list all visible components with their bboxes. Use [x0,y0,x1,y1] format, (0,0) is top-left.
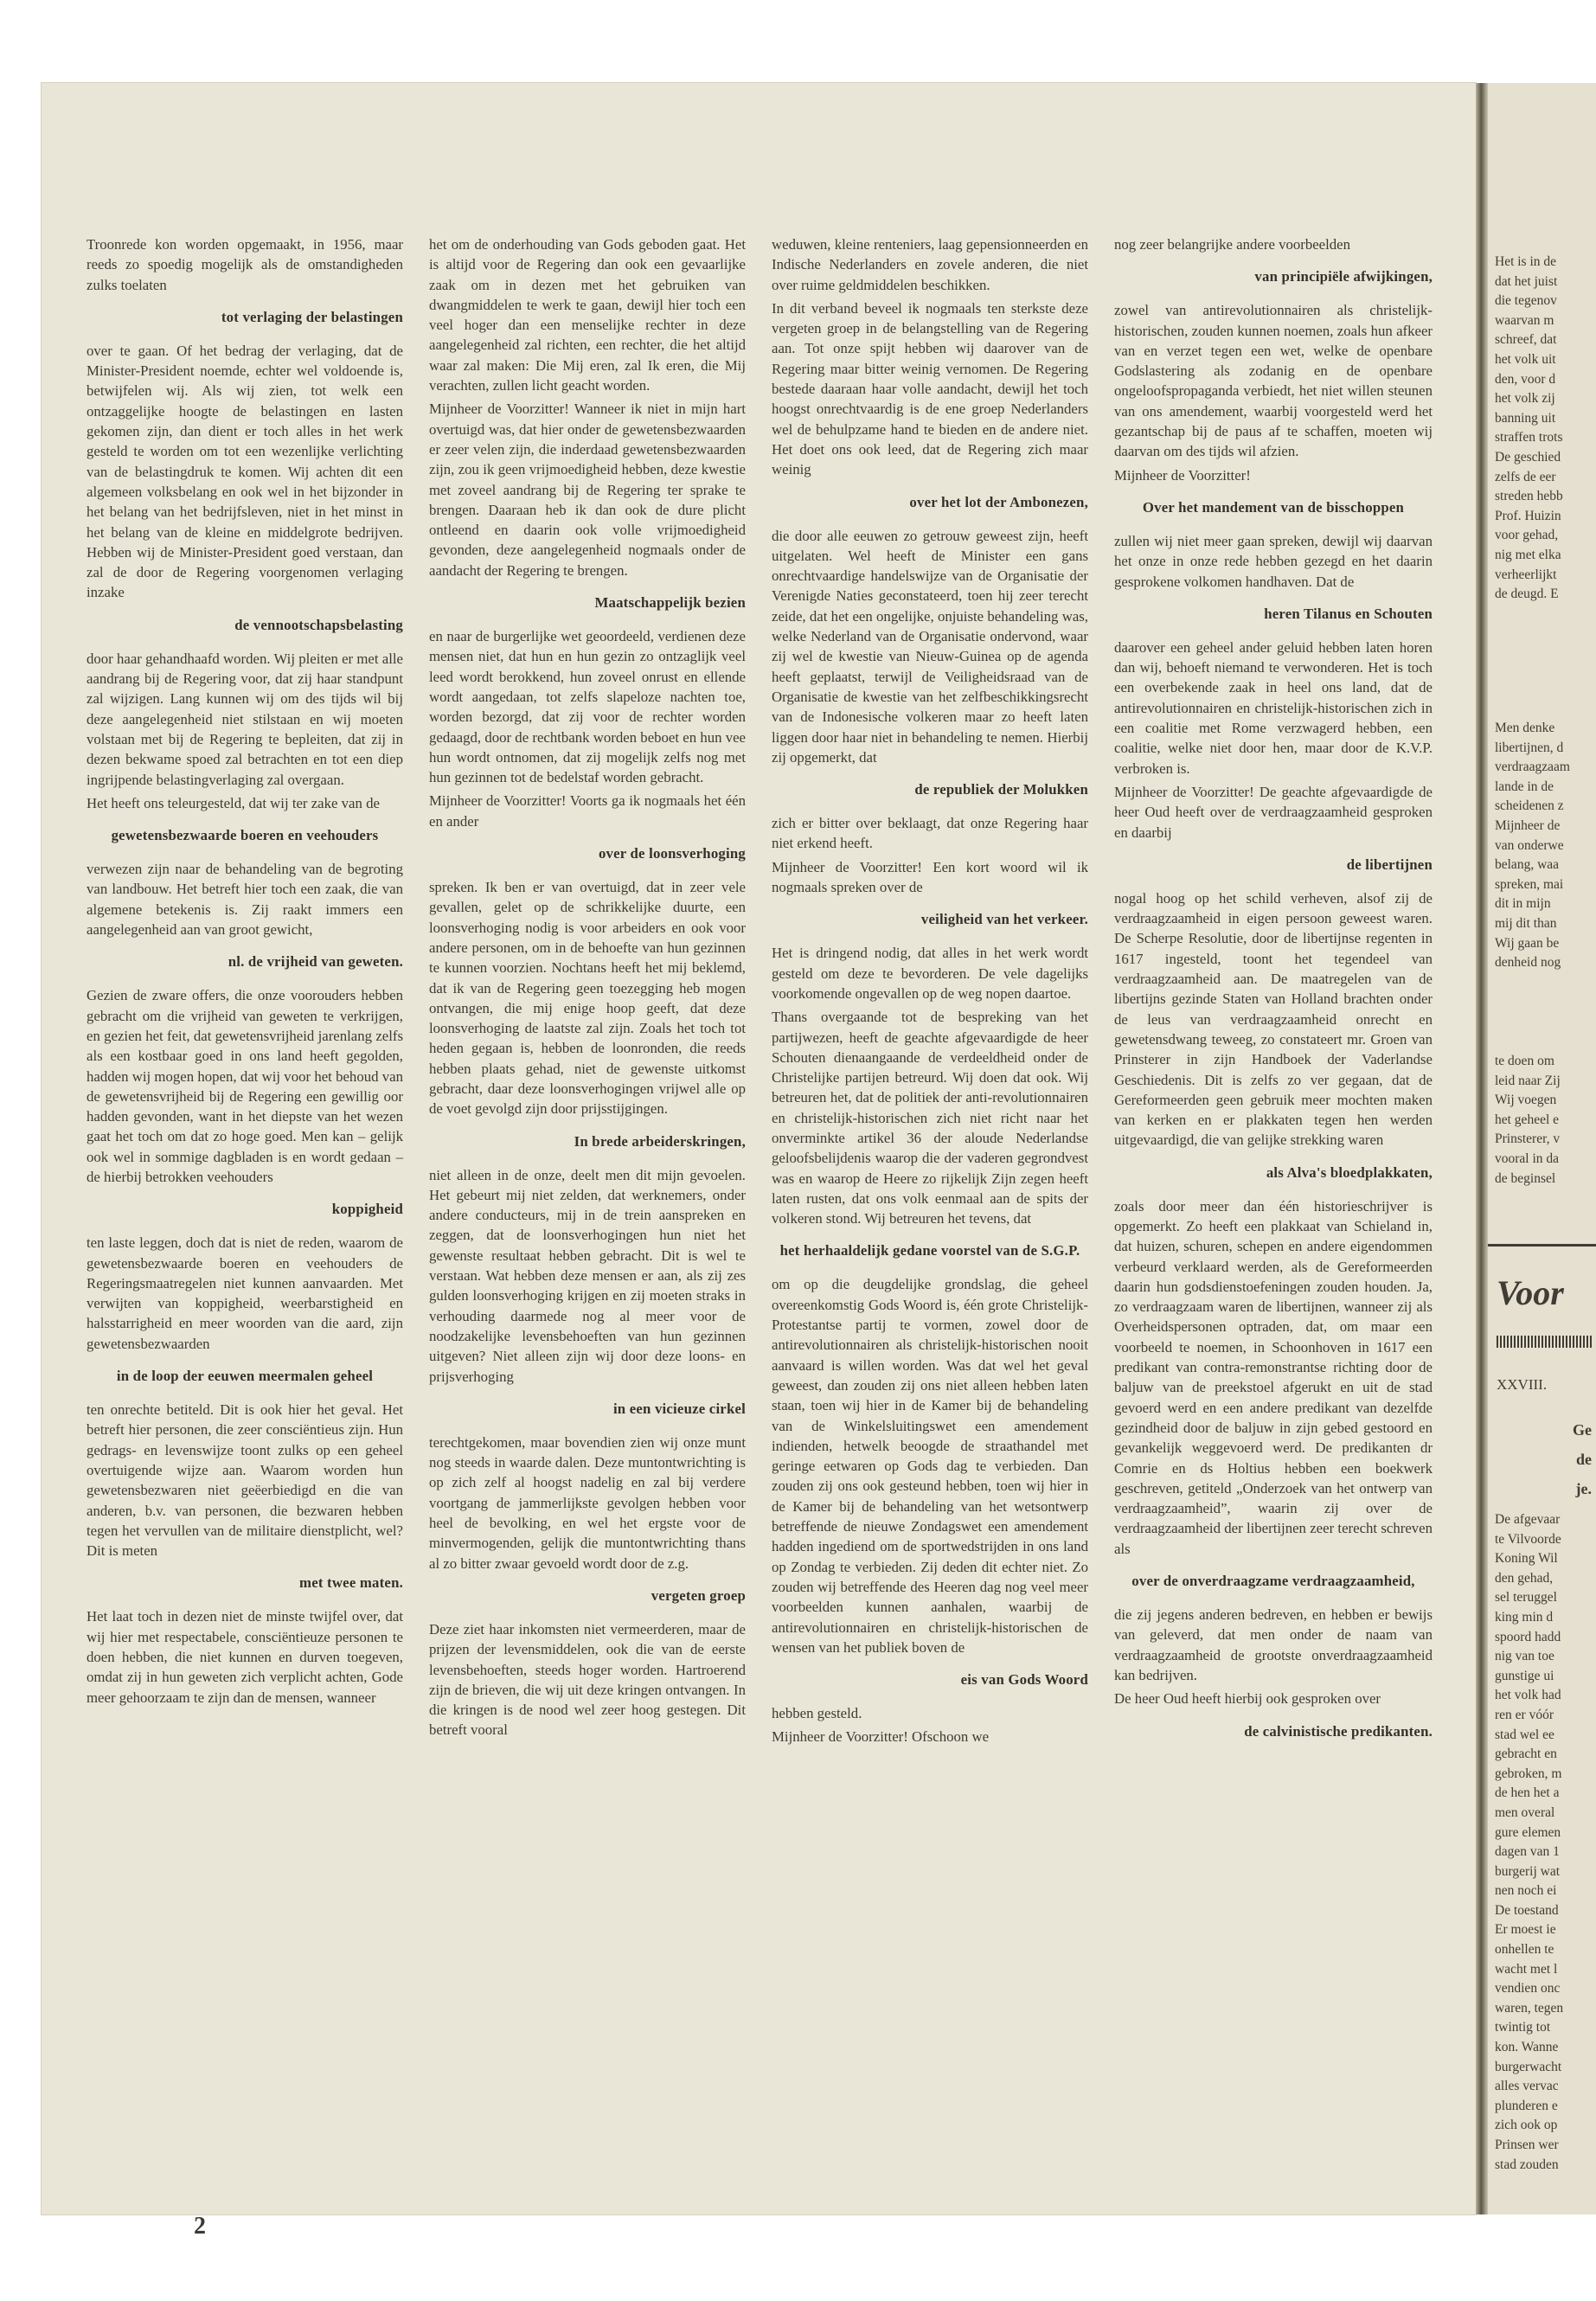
section-heading: over de loonsverhoging [598,845,746,862]
section-heading: in de loop der eeuwen meermalen geheel [116,1368,374,1385]
next-page-line: De geschied [1495,449,1561,465]
paragraph: Thans overgaande tot de bespreking van het partijwezen, heeft de geachte afgevaardigde de heer Schouten dienaangaande de verdeeldheid onder de Christelijke partijen betreurd. Wij doen dat ook. Wij betreuren het, dat de politiek der anti-revolutionnairen en christelijk-historischen zich niet richt naar het onverminkte artikel 36 der aloude Nederlandse geloofsbelijdenis waarop die der vaderen gegrondvest was en waarop de Heere zo rijkelijk Zijn zegen heeft laten rusten, dat ons volk eenmaal aan de spits der volkeren stond. Wij betreuren het tevens, dat [772,1009,1088,1227]
next-page-line: libertijnen, d [1495,740,1564,755]
paragraph: om op die deugdelijke grondslag, die geheel overeenkomstig Gods Woord is, één grote Christelijk-Protestantse partij te vormen, zowel door de antirevolutionnairen als christelijk-historischen nooit aanvaard is willen worden. Was dat wel het geval geweest, dan zouden zij ons niet alleen hebben laten staan, toen wij hier in de Kamer bij de behandeling van de Winkelsluitingswet een amendement indienden, hetwelk beoogde de straathandel met geringe eetwaren op Gods dag te verbieden. Dan zouden zij ons ook gesteund hebben, toen wij hier in de Kamer bij de behandeling van het wetsontwerp betreffende de nieuwe Zondagswet een amendement hadden ingediend om de sportwedstrijden in ons land op Zondag te verbieden. Zij deden dit echter niet. Zo zouden wij betreffende des Heeren dag nog veel meer voorbeelden kunnen aanhalen, waarbij de antirevolutionnairen en christelijk-historischen de wensen van het publiek boven de [772,1276,1088,1656]
next-page-line: spoord hadd [1495,1629,1561,1644]
next-page-line: voor gehad, [1495,528,1559,543]
paragraph: verwezen zijn naar de behandeling van de begroting van landbouw. Het betreft hier toch een zaak, die van algemene betekenis is. Zij raakt immers een aangelegenheid aan van groot gewicht, [87,861,403,939]
section-heading: veiligheid van het verkeer. [920,911,1088,928]
section-heading: tot verlaging der belastingen [221,308,403,325]
next-page-line: De toestand [1495,1902,1559,1918]
section-heading: Maatschappelijk bezien [594,594,746,612]
next-page-heading [1497,1415,1592,1503]
section-heading: over het lot der Ambonezen, [909,493,1088,510]
paragraph: De heer Oud heeft hierbij ook gesproken over [1114,1690,1381,1708]
next-page-line: de hen het a [1495,1785,1560,1801]
paragraph: Mijnheer de Voorzitter! Ofschoon we [772,1728,990,1746]
section-heading: de vennootschapsbelasting [234,616,403,633]
section-heading: de libertijnen [1346,856,1433,873]
paragraph: zowel van antirevolutionnairen als christelijk-historischen, zouden kunnen noemen, zoals hun afkeer van en verzet tegen een wet, welke de openbare Godslastering als zodanig en de openbare ongeloofspropaganda verbiedt, het niet willen steunen van ons amendement, waarbij voorgesteld werd het gezantschap bij de paus af te schaffen, moeten wij daarvan om des tijds wil afzien. [1114,302,1433,460]
next-page-line: Prinsen wer [1495,2138,1559,2152]
next-page-line: plunderen e [1495,2098,1558,2113]
next-page-line: Er moest ie [1495,1922,1556,1938]
next-page-line: te Vilvoorde [1495,1531,1561,1547]
text-column-2 [429,234,746,1744]
next-page-heading-line: je. [1575,1480,1592,1497]
next-page-line: verdraagzaam [1495,760,1570,775]
next-page-line: dagen van 1 [1495,1844,1560,1860]
next-page-line: scheidenen z [1495,798,1564,814]
next-page-line: streden hebb [1495,489,1563,504]
paragraph: nogal hoog op het schild verheven, alsof zij de verdraagzaamheid in eigen persoon geweest waren. De Scherpe Resolutie, door de libertijnse regenten in 1617 ingesteld, toont het tegendeel van verdraagzaamheid aan. De maatregelen van de libertijns gezinde Staten van Holland brachten onder de leus van verdraagzaamheid onrecht en gewetensdwang teweeg, zo constateert mr. Groen van Prinsterer in zijn Handboek der Vaderlandse Geschiedenis. Dit is zelfs zo ver gegaan, dat de Gereformeerden geen gebruik meer mochten maken van kerken en er plakkaten tegen hen werden uitgevaardigd, die van gelijke strekking waren [1114,889,1433,1149]
next-page-line: wacht met l [1495,1961,1558,1977]
section-heading: In brede arbeiderskringen, [574,1132,746,1150]
next-page-line: burgerij wat [1495,1863,1561,1879]
paragraph: door haar gehandhaafd worden. Wij pleiten er met alle aandrang bij de Regering voor, dat zij haar standpunt zal wijzigen. Lang kunnen wij om des tijds wil bij deze aangelegenheid niet stilstaan en wij moeten volstaan met bij de Regering te bepleiten, dat zij in dezen bekwame spoed zal betrachten en tot een diep ingrijpende belastingverlaging zal overgaan. [87,650,403,788]
newspaper-page [42,83,1476,2240]
next-page-line: nen noch ei [1495,1883,1557,1899]
next-page-block-2 [1495,719,1592,973]
next-page-line: alles vervac [1495,2079,1559,2094]
next-page-line: kon. Wanne [1495,2040,1559,2055]
next-page-issue: XXVIII. [1497,1376,1548,1393]
next-page-title-bar [1497,1336,1592,1348]
section-heading: heren Tilanus en Schouten [1264,605,1433,622]
next-page-line: Prof. Huizin [1495,508,1561,523]
next-page-line: gure elemen [1495,1824,1561,1840]
section-heading: nl. de vrijheid van geweten. [228,953,403,971]
next-page-line: twintig tot [1495,2020,1551,2035]
next-page-line: lande in de [1495,779,1554,794]
paragraph: daarover een geheel ander geluid hebben laten horen dan wij, behoeft niemand te verwonderen. Het is toch een overbekende zaak in heel ons land, dat de antirevolutionnairen en christelijk-historischen zich in een coalitie met Rome verzwagerd hebben, een coalitie, welke niet door hen, maar door de K.V.P. verbroken is. [1114,638,1433,777]
next-page-line: gunstige ui [1495,1668,1554,1683]
text-column-4 [1114,234,1433,1755]
next-page-line: nig met elka [1495,547,1561,562]
next-page-line: dat het juist [1495,273,1558,289]
next-page-line: burgerwacht [1495,2059,1562,2074]
paragraph: weduwen, kleine renteniers, laag gepensionneerden en Indische Nederlanders en zovele anderen, die niet over ruime geldmiddelen beschikken. [772,236,1088,293]
next-page-line: Prinsterer, v [1495,1131,1561,1147]
next-page-line: het volk zij [1495,391,1555,407]
next-page-line: Koning Wil [1495,1551,1558,1567]
paragraph: zich er bitter over beklaagt, dat onze Regering haar niet erkend heeft. [772,815,1088,852]
next-page-line: belang, waa [1495,857,1560,873]
paragraph: het om de onderhouding van Gods geboden gaat. Het is altijd voor de Regering dan ook een gevaarlijke zaak om in dezen met het gebruiken van dwangmiddelen te werk te gaan, dewijl hier toch een veel hoger dan een menselijke rechter in deze aangelegenheid zal richten, een rechter, die het altijd waar zal maken: Die Mij eren, zal Ik eren, die Mij verachten, zullen licht geacht worden. [429,236,746,394]
section-heading: in een vicieuze cirkel [612,1400,746,1417]
next-page-line: mij dit than [1495,915,1557,931]
section-heading: Over het mandement van de bisschoppen [1142,498,1405,516]
text-column-1 [87,234,403,1711]
paragraph: Het is dringend nodig, dat alles in het werk wordt gesteld om deze te bevorderen. De vele dagelijks voorkomende ongevallen op de weg nopen daartoe. [772,945,1088,1002]
section-heading: met twee maten. [299,1574,403,1592]
next-page-line: waren, tegen [1495,2000,1564,2016]
paragraph: die door alle eeuwen zo getrouw geweest zijn, heeft uitgelaten. Wel heeft de Minister een gans onrechtvaardige handelswijze van de Organisatie der Verenigde Naties geconstateerd, toen hij zeer terecht zeide, dat het een ongelijke, onjuiste behandeling was, welke Nederland van de Organisatie ondervond, waar zij wel de kwestie van Nieuw-Guinea op de agenda heeft geplaatst, terwijl de Veiligheidsraad van de Organisatie de kwestie van het zelfbeschikkingsrecht van de Indonesische volkeren maar zo heeft laten liggen door haar niet in behandeling te nemen. Hierbij zij opgemerkt, dat [772,527,1088,766]
next-page-line: den, voor d [1495,371,1556,387]
paragraph: Deze ziet haar inkomsten niet vermeerderen, maar de prijzen der levensmiddelen, ook die van de eerste levensbehoeften, steeds hoger worden. Hartroerend zijn de brieven, die wij uit deze kringen ontvangen. In die kringen is de nood wel zeer hoog gestegen. Dit betreft vooral [429,1620,746,1739]
section-heading: de republiek der Molukken [914,781,1088,798]
next-page-line: de deugd. E [1495,586,1559,602]
section-heading: het herhaaldelijk gedane voorstel van de S.G.P. [779,1242,1080,1259]
page-number: 2 [194,2213,206,2240]
next-page-line: straffen trots [1495,430,1563,445]
next-page-block-4 [1495,1510,1592,2175]
next-page-line: onhellen te [1495,1942,1554,1958]
next-page-line: zelfs de eer [1495,469,1556,484]
next-page-line: ren er vóór [1495,1707,1554,1722]
paragraph: spreken. Ik ben er van overtuigd, dat in zeer vele gevallen, gelet op de schrikkelijke duurte, een loonsverhoging nodig is voor arbeiders en ook voor andere personen, om in de behoefte van hun gezinnen te kunnen voorzien. Nochtans heeft het mij beklemd, dat ik van de Regering geen toezegging heb mogen ontvangen, die mij enige hoop geeft, dat deze loonsverhoging de laatste zal zijn. Zoals het toch tot heden gegaan is, hebben de loonronden, die reeds hebben plaats gehad, niet de gewenste uitkomst gebracht, daar deze loonsverhogingen vrijwel alle op de voet gevolgd zijn door prijsstijgingen. [429,879,746,1118]
next-page-line: stad zouden [1495,2157,1559,2172]
next-page-block-3 [1495,1052,1592,1189]
next-page-rule [1488,1244,1596,1247]
next-page-line: waarvan m [1495,312,1554,328]
paragraph: nog zeer belangrijke andere voorbeelden [1114,236,1351,253]
next-page-line: die tegenov [1495,293,1557,309]
next-page-line: Wij voegen [1495,1093,1557,1108]
paragraph: terechtgekomen, maar bovendien zien wij onze munt nog steeds in waarde dalen. Deze muntontwrichting is op zich zelf al hoogst nadelig en zal bij verdere voortgang de jammerlijkste gevolgen hebben voor heel de bevolking, en wel het ergste voor de minvermogenden, gelijk die muntontwrichting thans al zo bitter zwaar gevoeld wordt door de z.g. [429,1433,746,1572]
next-page-line: schreef, dat [1495,332,1557,348]
next-page-line: De afgevaar [1495,1512,1561,1527]
next-page-line: gebracht en [1495,1747,1557,1762]
paragraph: Mijnheer de Voorzitter! [1114,466,1251,484]
next-page-line: king min d [1495,1609,1554,1625]
next-page-line: dit in mijn [1495,896,1551,912]
section-heading: van principiële afwijkingen, [1254,268,1433,285]
paragraph: ten onrechte betiteld. Dit is ook hier het geval. Het betreft hier personen, die zeer consciëntieus zijn. Hun gedrags- en levenswijze toont zulks op een geheel overtuigende wijze aan. Waarom worden hun gewetensbezwaren niet geëerbiedigd en die van anderen, b.v. van personen, die bezwaren hebben tegen het vervullen van de militaire dienstplicht, wel? Dit is meten [87,1401,403,1560]
paragraph: Het heeft ons teleurgesteld, dat wij ter zake van de [87,794,380,811]
next-page-line: vooral in da [1495,1150,1560,1166]
next-page-line: gebroken, m [1495,1766,1562,1781]
section-heading: over de onverdraagzame verdraagzaamheid, [1131,1573,1415,1590]
next-page-line: Het is in de [1495,254,1557,269]
next-page-line: Mijnheer de [1495,817,1561,833]
next-page-line: sel teruggel [1495,1590,1557,1606]
next-page-line: leid naar Zij [1495,1073,1561,1088]
next-page-line: men overal [1495,1804,1555,1820]
next-page-line: de beginsel [1495,1170,1556,1186]
next-page-line: het geheel e [1495,1112,1560,1127]
next-page-line: verheerlijkt [1495,567,1557,582]
paragraph: In dit verband beveel ik nogmaals ten sterkste deze vergeten groep in de belangstelling van de Regering aan. Tot onze spijt hebben wij daarover van de Regering maar bitter weinig vernomen. De Regering bestede daaraan haar volle aandacht, dewijl het toch hoogst onrechtvaardig is de ene groep Nederlanders wel de behulpzame hand te bieden en de andere niet. Het doet ons ook leed, dat de Regering zich maar weinig [772,299,1088,478]
paragraph: Troonrede kon worden opgemaakt, in 1956, maar reeds zo spoedig mogelijk als de omstandigheden zulks toelaten [87,236,403,293]
paragraph: Mijnheer de Voorzitter! Een kort woord wil ik nogmaals spreken over de [772,858,1088,896]
text-column-3 [772,234,1088,1751]
next-page-edge [1488,83,1596,2214]
next-page-line: zich ook op [1495,2118,1558,2133]
page-fold-gutter [1476,83,1488,2214]
paragraph: zoals door meer dan één historieschrijver is opgemerkt. Zo heeft een plakkaat van Schieland in, dat huizen, schuren, schepen en andere eigendommen verbeurd verklaard werden, als de Gereformeerden daarin hun godsdienstoefeningen zouden houden. Ja, zo verdraagzaam waren de libertijnen, wanneer zij als Overheidspersonen optraden, dat, om maar een voorbeeld te noemen, in Schoonhoven in 1617 een predikant van contra-remonstrantse richting door de baljuw van de preekstoel afgerukt en uit de stad gevoerd werd en een andere predikant van dezelfde gezindheid door de baljuw in zijn gebed gestoord en gevankelijk weggevoerd werd. De predikanten dr Comrie en ds Holtius hebben een boekwerk geschreven, getiteld „Onderzoek van het ontwerp van verdraagzaamheid”, waarin zij over de verdraagzaamheid der libertijnen zeer terecht schreven als [1114,1197,1433,1557]
next-page-heading-line: de [1576,1451,1592,1468]
paragraph: Gezien de zware offers, die onze voorouders hebben gebracht om die vrijheid van geweten te verkrijgen, en gezien het feit, dat gewetensvrijheid jarenlang zelfs als een kostbaar goed in ons land heeft gegolden, hadden wij mogen hopen, dat wij voor het behoud van de gewetensvrijheid bij de Regering een gewillig oor hadden gevonden, want in het diepste van het wezen gaat het toch om dat zo hoge goed. Men kan – gelijk ook wel in sommige dagbladen is en wordt gedaan – de hierbij betrokken veehouders [87,987,403,1185]
section-heading: gewetensbezwaarde boeren en veehouders [111,827,379,844]
paragraph: Mijnheer de Voorzitter! Wanneer ik niet in mijn hart overtuigd was, dat hier onder de gewetensbezwaarden er zeer velen zijn, die inderdaad gewetensbezwaarden zijn, zou ik geen vrijmoedigheid hebben, deze kwestie met zoveel aandrang bij de Regering ter sprake te brengen. Daaraan heb ik dan ook de dure plicht ontleend en daarin ook volle vrijmoedigheid gevonden, deze aangelegenheid nogmaals onder de aandacht der Regering te brengen. [429,401,746,579]
next-page-block-1 [1495,253,1592,605]
paragraph: hebben gesteld. [772,1705,862,1722]
section-heading: koppigheid [331,1201,403,1218]
next-page-line: spreken, mai [1495,876,1564,892]
section-heading: de calvinistische predikanten. [1244,1722,1433,1740]
next-page-line: te doen om [1495,1054,1554,1068]
next-page-line: Men denke [1495,721,1555,735]
section-heading: eis van Gods Woord [960,1671,1088,1689]
next-page-line: Wij gaan be [1495,935,1560,951]
paragraph: over te gaan. Of het bedrag der verlaging, dat de Minister-President noemde, echter wel voldoende is, betwijfelen wij. Als wij zien, tot welk een ontzaggelijke hoogte de belastingen en lasten gekomen zijn, dan dient er toch alles in het werk gesteld te worden om tot een wezenlijke verlichting van de belastingdruk te komen. Wij achten dit een algemeen volksbelang en ook wel in het bijzonder in het belang van het bedrijfsleven, niet in het minst in het belang van de kleine en middelgrote bedrijven. Hebben wij de Minister-President goed verstaan, dan zal de door de Regering voorgenomen verlaging inzake [87,342,403,601]
next-page-line: vendien onc [1495,1981,1561,1997]
next-page-line: denheid nog [1495,955,1561,971]
paragraph: zullen wij niet meer gaan spreken, dewijl wij daarvan het onze in onze rede hebben gezegd en het daarin gesprokene volkomen handhaven. Dat de [1114,532,1433,590]
next-page-line: nig van toe [1495,1649,1554,1664]
section-heading: vergeten groep [651,1586,746,1604]
next-page-heading-line: Ge [1573,1421,1592,1439]
next-page-line: van onderwe [1495,837,1564,853]
section-heading: als Alva's bloedplakkaten, [1266,1163,1433,1181]
paragraph: ten laste leggen, doch dat is niet de reden, waarom de gewetensbezwaarde boeren en veehouders de Regeringsmaatregelen niet kunnen aanvaarden. Met verwijten van koppigheid, weerbarstigheid en halsstarrigheid en meer woorden van die aard, zijn gewetensbezwaarden [87,1234,403,1352]
next-page-line: stad wel ee [1495,1727,1554,1742]
paragraph: Het laat toch in dezen niet de minste twijfel over, dat wij hier met respectabele, consciëntieuze personen te doen hebben, die niet kunnen en durven toegeven, omdat zij in hun geweten zich verplicht achten, Gode meer gehoorzaam te zijn dan de mensen, wanneer [87,1608,403,1706]
next-page-line: banning uit [1495,410,1556,426]
paragraph: Mijnheer de Voorzitter! Voorts ga ik nogmaals het één en ander [429,792,746,830]
next-page-title: Voor [1497,1273,1564,1312]
paragraph: niet alleen in de onze, deelt men dit mijn gevoelen. Het gebeurt mij niet zelden, dat werknemers, onder andere conducteurs, mij in de trein aanspreken en zeggen, dat de loonsverhogingen hun niet het gewenste resultaat hebben gebracht. Dit is wel te verstaan. Wat hebben deze mensen er aan, als zij zes gulden loonsverhoging krijgen en zij moeten straks in verhouding daarmede nog al meer voor de noodzakelijke levensbehoeften van hun gezinnen uitgeven? Niet alleen zijn wij door deze loons- en prijsverhoging [429,1166,746,1385]
paragraph: Mijnheer de Voorzitter! De geachte afgevaardigde de heer Oud heeft over de verdraagzaamheid gesproken en daarbij [1114,783,1433,841]
next-page-line: het volk had [1495,1688,1561,1703]
next-page-line: het volk uit [1495,351,1556,367]
next-page-line: den gehad, [1495,1570,1554,1586]
paragraph: die zij jegens anderen bedreven, en hebben er bewijs van geleverd, dat men onder de naam van verdraagzaamheid de grootste onverdraagzaamheid kan bedrijven. [1114,1606,1433,1683]
paragraph: en naar de burgerlijke wet geoordeeld, verdienen deze mensen niet, dat hun en hun gezin zo ontzaglijk veel leed wordt berokkend, hun zoveel onrust en ellende wordt aangedaan, tot zelfs slapeloze nachten toe, worden bezorgd, dat zij voor de rechter worden gedaagd, door de rechtbank worden beboet en hun vee hun wordt ontnomen, dat zij mogelijk zelfs nog met hun gezinnen tot de bedelstaf worden gebracht. [429,628,746,786]
